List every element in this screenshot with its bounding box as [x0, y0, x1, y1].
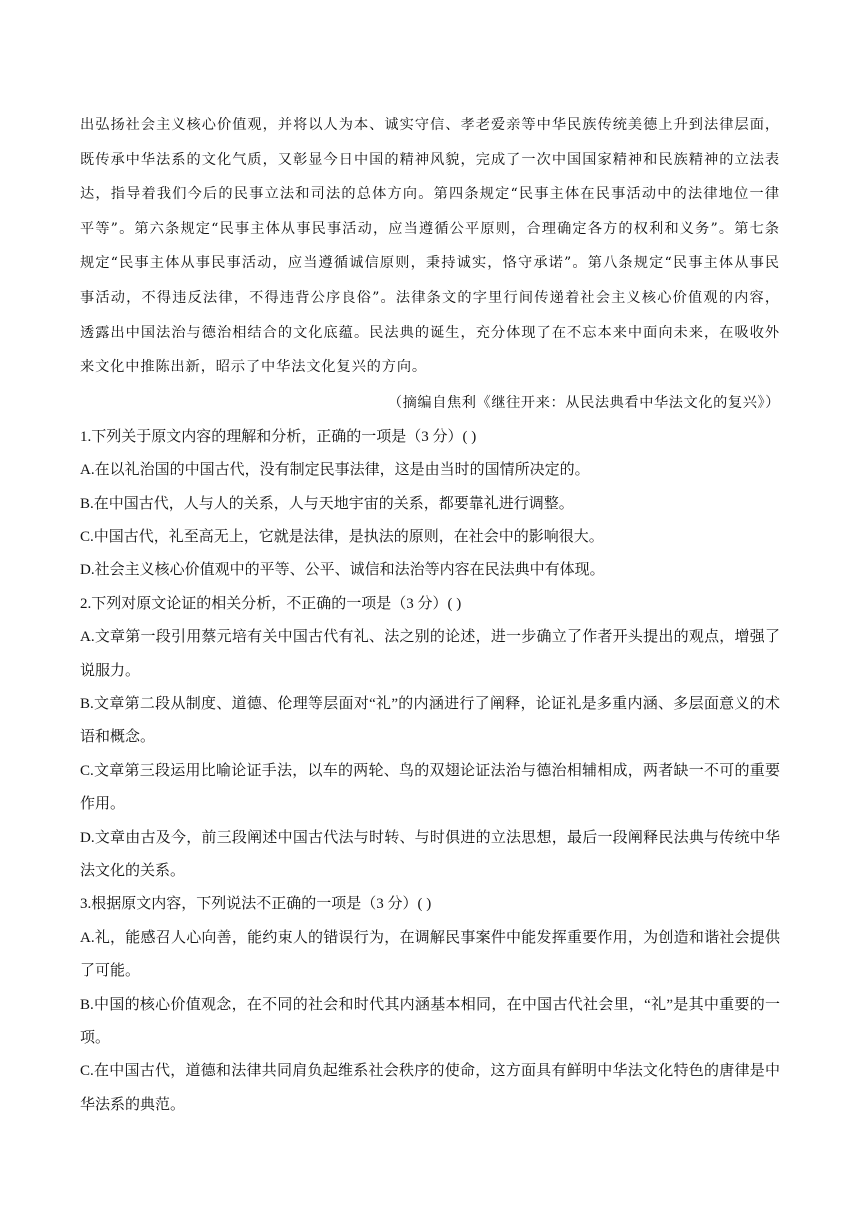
- question-3: [80, 888, 780, 1122]
- option-d: D.文章由古及今，前三段阐述中国古代法与时转、与时俱进的立法思想，最后一段阐释民法典与传统中华法文化的关系。: [80, 829, 780, 880]
- option-b: B.中国的核心价值观念，在不同的社会和时代其内涵基本相同，在中国古代社会里，“礼”是其中重要的一项。: [80, 996, 780, 1047]
- passage-source: （摘编自焦利《继往开来：从民法典看中华法文化的复兴》）: [387, 394, 780, 411]
- option-c: C.文章第三段运用比喻论证手法，以车的两轮、鸟的双翅论证法治与德治相辅相成，两者缺一不可的重要作用。: [80, 762, 780, 813]
- option-a: A.文章第一段引用蔡元培有关中国古代有礼、法之别的论述，进一步确立了作者开头提出的观点，增强了说服力。: [80, 629, 780, 679]
- question-stem: 2.下列对原文论证的相关分析，不正确的一项是（3 分）( ): [80, 595, 462, 612]
- option-b: B.在中国古代，人与人的关系，人与天地宇宙的关系，都要靠礼进行调整。: [80, 495, 574, 512]
- document-page: [80, 108, 780, 1122]
- option-a: A.礼，能感召人心向善，能约束人的错误行为，在调解民事案件中能发挥重要作用，为创造和谐社会提供了可能。: [80, 929, 780, 980]
- question-2: [80, 588, 780, 889]
- option-b: B.文章第二段从制度、道德、伦理等层面对“礼”的内涵进行了阐释，论证礼是多重内涵、多层面意义的术语和概念。: [80, 696, 780, 746]
- option-c: C.中国古代，礼至高无上，它就是法律，是执法的原则，在社会中的影响很大。: [80, 528, 604, 545]
- question-1: [80, 421, 780, 588]
- option-d: D.社会主义核心价值观中的平等、公平、诚信和法治等内容在民法典中有体现。: [80, 562, 605, 579]
- option-a: A.在以礼治国的中国古代，没有制定民事法律，这是由当时的国情所决定的。: [80, 462, 590, 479]
- passage-paragraph: 出弘扬社会主义核心价值观，并将以人为本、诚实守信、孝老爱亲等中华民族传统美德上升到法律层面，既传承中华法系的文化气质，又彰显今日中国的精神风貌，完成了一次中国国家精神和民族精神的立法表达，指导着我们今后的民事立法和司法的总体方向。第四条规定“民事主体在民事活动中的法律地位一律平等”。第六条规定“民事主体从事民事活动，应当遵循公平原则，合理确定各方的权利和义务”。第七条规定“民事主体从事民事活动，应当遵循诚信原则，秉持诚实，恪守承诺”。第八条规定“民事主体从事民事活动，不得违反法律，不得违背公序良俗”。法律条文的字里行间传递着社会主义核心价值观的内容，透露出中国法治与德治相结合的文化底蕴。民法典的诞生，充分体现了在不忘本来中面向未来，在吸收外来文化中推陈出新，昭示了中华法文化复兴的方向。: [80, 117, 780, 376]
- question-stem: 3.根据原文内容，下列说法不正确的一项是（3 分）( ): [80, 896, 432, 913]
- option-c: C.在中国古代，道德和法律共同肩负起维系社会秩序的使命，这方面具有鲜明中华法文化特色的唐律是中华法系的典范。: [80, 1063, 780, 1113]
- question-stem: 1.下列关于原文内容的理解和分析，正确的一项是（3 分）( ): [80, 428, 477, 445]
